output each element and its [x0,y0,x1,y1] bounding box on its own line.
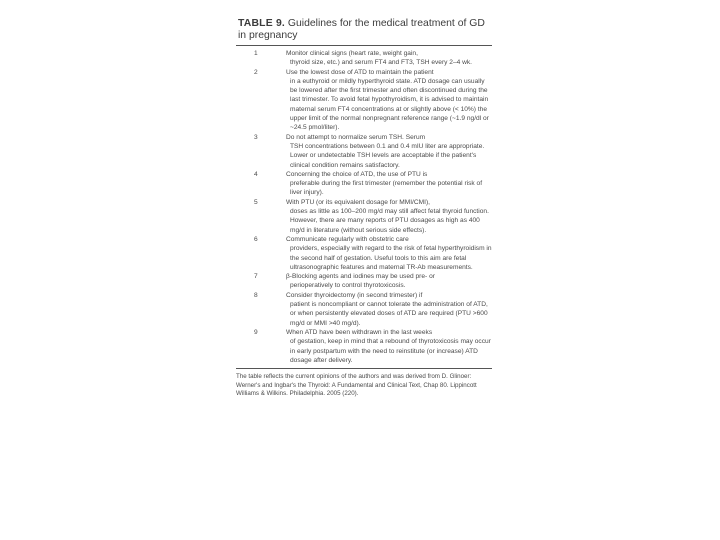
row-number: 1 [254,50,258,57]
table-title [238,18,492,41]
table-body [236,49,492,365]
row-text-first-line: Monitor clinical signs (heart rate, weight gain, [286,50,418,57]
row-text [276,68,492,133]
table-row [236,291,492,328]
row-text-continuation: thyroid size, etc.) and serum FT4 and FT3, TSH every 2–4 wk. [290,59,473,67]
table-row [236,170,492,198]
row-text-first-line: Consider thyroidectomy (in second trimester) if [286,291,423,299]
row-text [276,49,492,68]
row-number: 5 [254,198,258,206]
row-text-first-line: Do not attempt to normalize serum TSH. Serum [286,133,426,141]
table-row [236,198,492,235]
row-text [276,291,492,328]
row-text-continuation: patient is noncompliant or cannot tolerate the administration of ATD, or when persistently elevated doses of ATD are required (PTU >600 mg/d or MMI >40 mg/d). [290,301,488,327]
row-text-first-line: When ATD have been withdrawn in the last weeks [286,328,433,336]
row-text [276,133,492,170]
row-number: 3 [254,133,258,141]
row-number: 8 [254,291,258,299]
table-row [236,49,492,68]
row-text [276,272,492,291]
table-document [236,18,492,399]
table-footnote: The table reflects the current opinions of the authors and was derived from D. Glinoer: Werner's and Ingbar's the Thyroid: A Fundamental and Clinical Text, Chap 80. Lippincott Williams & Wilkins. Philadelphia. 2005 (220). [236,373,477,398]
table-top-rule [236,45,492,46]
row-text-continuation: TSH concentrations between 0.1 and 0.4 mIU liter are appropriate. Lower or undetectable TSH levels are acceptable if the patient's clinical condition remains satisfactory. [290,142,485,169]
row-text-first-line: Use the lowest dose of ATD to maintain the patient [286,68,434,76]
row-text-first-line: Concerning the choice of ATD, the use of PTU is [286,170,428,178]
row-text [276,328,492,365]
row-text [276,198,492,235]
table-caption: Guidelines for the medical treatment of GD in pregnancy [238,18,485,41]
row-text-first-line: With PTU (or its equivalent dosage for MMI/CMI), [286,198,431,206]
row-text-continuation: perioperatively to control thyrotoxicosis. [290,282,406,290]
row-text-continuation: of gestation, keep in mind that a rebound of thyrotoxicosis may occur in early postpartum with the need to reinstitute (or increase) ATD dosage after delivery. [290,338,491,364]
table-row [236,272,492,291]
row-number: 2 [254,68,258,76]
row-number: 9 [254,328,258,336]
row-text-continuation: providers, especially with regard to the risk of fetal hyperthyroidism in the second half of gestation. Useful tools to this aim are fetal ultrasonographic features and maternal TR-Ab measurements. [290,245,492,271]
row-text-continuation: preferable during the first trimester (remember the potential risk of liver injury). [290,180,483,197]
table-row [236,235,492,272]
table-row [236,328,492,365]
row-text-first-line: Communicate regularly with obstetric care [286,235,409,243]
row-text-continuation: doses as little as 100–200 mg/d may still affect fetal thyroid function. However, there are many reports of PTU dosages as high as 400 mg/d in literature (without serious side effects). [290,208,489,234]
table-row [236,68,492,133]
table-row [236,133,492,170]
row-text-continuation: in a euthyroid or mildly hyperthyroid state. ATD dosage can usually be lowered after the first trimester and often discontinued during the last trimester. To avoid fetal hypothyroidism, it is advised to maintain maternal serum FT4 concentrations at or slightly above (< 10%) the upper limit of the normal nonpregnant reference range (~1.9 ng/dl or ~24.5 pmol/liter). [290,77,489,132]
row-text [276,170,492,198]
row-text [276,235,492,272]
row-number: 7 [254,273,258,281]
table-bottom-rule [236,368,492,369]
table-label: TABLE 9. [238,18,286,29]
row-number: 6 [254,235,258,243]
row-number: 4 [254,170,258,178]
row-text-first-line: β-Blocking agents and iodines may be used pre- or [286,273,435,281]
